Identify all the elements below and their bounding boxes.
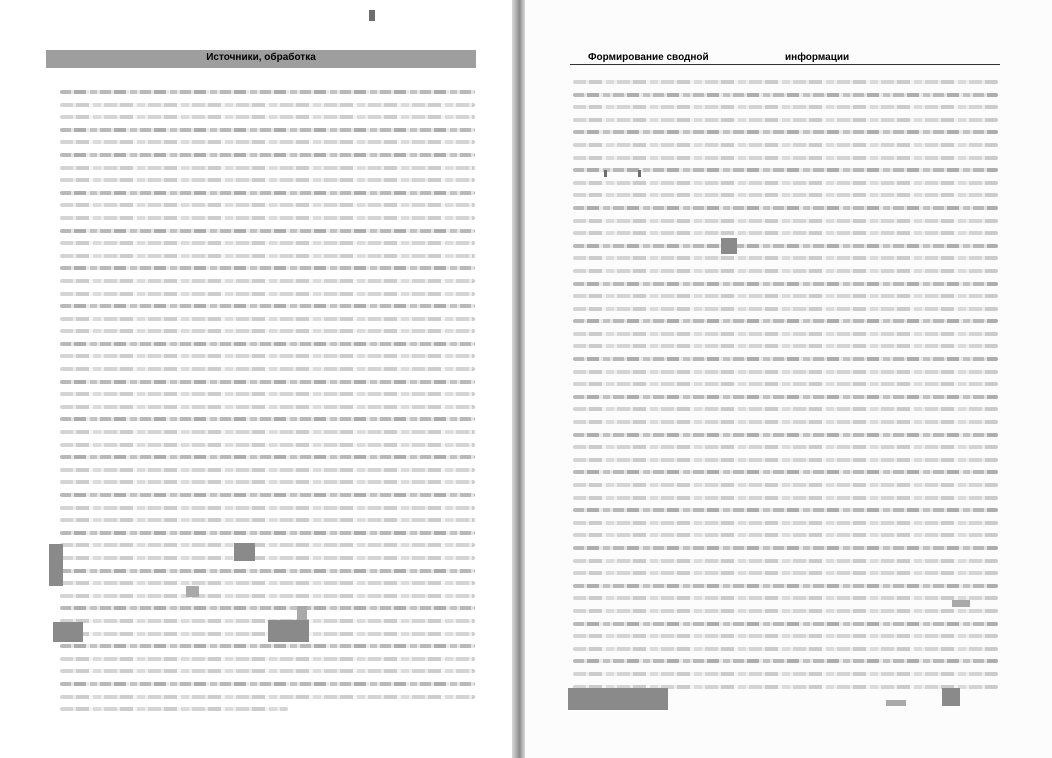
scan-mark — [604, 170, 607, 177]
running-header-rule — [570, 64, 1000, 65]
running-header-part-2: информации — [785, 52, 850, 63]
scan-mark — [638, 170, 641, 177]
running-header-title: Источники, обработка — [206, 52, 316, 63]
scan-blotch — [297, 606, 307, 620]
scan-blotch — [942, 688, 960, 706]
left-page — [0, 0, 516, 758]
body-text — [573, 80, 998, 697]
scan-blotch — [268, 620, 309, 642]
scan-blotch — [721, 238, 737, 254]
scan-blotch — [186, 586, 199, 597]
scan-mark — [369, 10, 375, 21]
scan-blotch — [53, 622, 83, 642]
book-gutter — [512, 0, 526, 758]
running-header-part-1: Формирование сводной — [588, 52, 709, 63]
scan-blotch — [568, 688, 668, 710]
scan-blotch — [234, 543, 255, 561]
scan-blotch — [886, 700, 906, 706]
scan-blotch — [49, 544, 63, 586]
right-page — [525, 0, 1052, 758]
scan-blotch — [952, 600, 970, 607]
